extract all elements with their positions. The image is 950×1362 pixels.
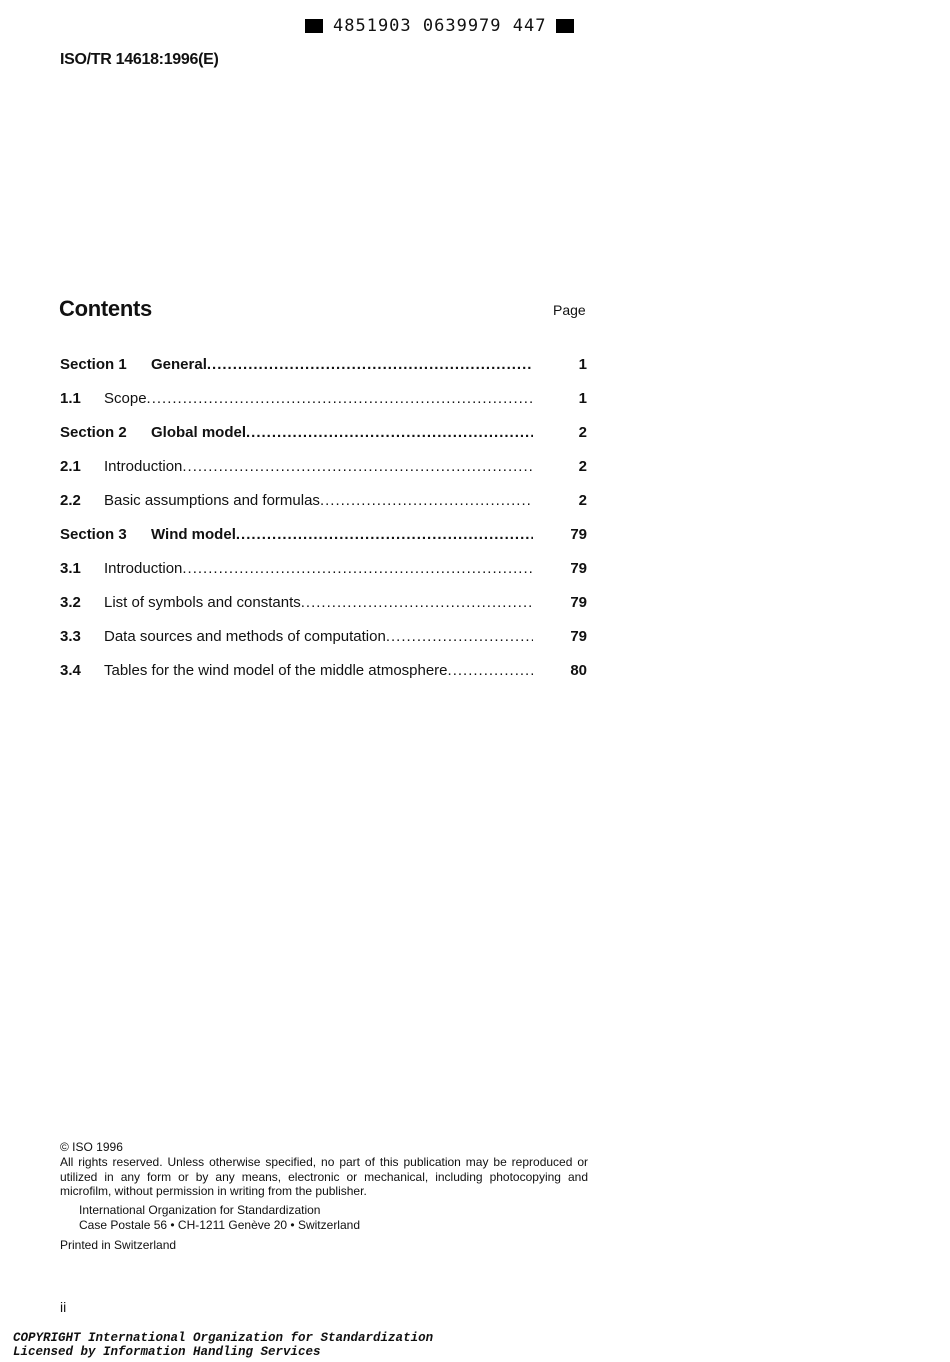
toc-title: Tables for the wind model of the middle atmosphere: [104, 662, 448, 679]
page-number: ii: [60, 1299, 67, 1315]
toc-entry[interactable]: [60, 560, 587, 580]
contents-heading: Contents: [59, 296, 152, 321]
barcode-block-left: [305, 19, 323, 33]
toc-entry[interactable]: [60, 628, 587, 648]
toc-entry[interactable]: [60, 458, 587, 478]
toc-page: 80: [570, 662, 587, 679]
toc-title: Scope: [104, 390, 147, 407]
toc-title: Wind model: [151, 526, 236, 543]
toc-title: Basic assumptions and formulas: [104, 492, 320, 509]
toc-entry[interactable]: [60, 424, 587, 444]
toc-title: Introduction: [104, 458, 183, 475]
organization-name: International Organization for Standardization: [79, 1203, 321, 1217]
toc-page: 79: [570, 594, 587, 611]
organization-address: Case Postale 56 • CH-1211 Genève 20 • Switzerland: [79, 1218, 360, 1232]
copyright-line: © ISO 1996: [60, 1140, 123, 1154]
toc-number: Section 1: [60, 356, 127, 373]
toc-entry[interactable]: [60, 356, 587, 376]
toc-entry[interactable]: [60, 662, 587, 682]
toc-number: 2.1: [60, 458, 81, 475]
toc-leader-dots: [386, 628, 533, 645]
barcode: [305, 16, 574, 36]
toc-page: 2: [578, 492, 587, 509]
page-column-label: Page: [553, 302, 586, 318]
toc-number: 3.1: [60, 560, 81, 577]
toc-number: 3.4: [60, 662, 81, 679]
toc-number: Section 2: [60, 424, 127, 441]
toc-entry[interactable]: [60, 492, 587, 512]
toc-entry[interactable]: [60, 594, 587, 614]
toc-entry[interactable]: [60, 390, 587, 410]
toc-leader-dots: [147, 390, 533, 407]
toc-title: Data sources and methods of computation: [104, 628, 386, 645]
document-id: ISO/TR 14618:1996(E): [60, 51, 219, 68]
toc-number: 3.3: [60, 628, 81, 645]
toc-title: Introduction: [104, 560, 183, 577]
barcode-block-right: [556, 19, 574, 33]
toc-number: 2.2: [60, 492, 81, 509]
toc-title: List of symbols and constants: [104, 594, 301, 611]
toc-number: 1.1: [60, 390, 81, 407]
toc-page: 2: [578, 458, 587, 475]
license-line-1: COPYRIGHT International Organization for Standardization: [13, 1331, 434, 1345]
toc-page: 79: [570, 560, 587, 577]
toc-title: General: [151, 356, 207, 373]
toc-leader-dots: [207, 356, 533, 373]
toc-page: 79: [570, 628, 587, 645]
toc-number: Section 3: [60, 526, 127, 543]
toc-entry[interactable]: [60, 526, 587, 546]
license-notice: [13, 1332, 433, 1359]
toc-page: 1: [578, 390, 587, 407]
toc-leader-dots: [448, 662, 533, 679]
toc-title: Global model: [151, 424, 247, 441]
toc-number: 3.2: [60, 594, 81, 611]
toc-leader-dots: [246, 424, 533, 441]
toc-leader-dots: [320, 492, 533, 509]
toc-page: 1: [578, 356, 587, 373]
toc-leader-dots: [236, 526, 533, 543]
license-line-2: Licensed by Information Handling Services: [13, 1344, 321, 1359]
rights-statement: All rights reserved. Unless otherwise specified, no part of this publication may be reproduced or utilized in any form or by any means, electronic or mechanical, including photocopying and microfilm, without permission in writing from the publisher.: [60, 1155, 588, 1198]
barcode-number: 4851903 0639979 447: [333, 16, 547, 36]
toc-leader-dots: [182, 560, 533, 577]
toc-page: 2: [578, 424, 587, 441]
toc-page: 79: [570, 526, 587, 543]
printed-in: Printed in Switzerland: [60, 1238, 177, 1252]
toc-leader-dots: [301, 594, 533, 611]
toc-leader-dots: [182, 458, 533, 475]
